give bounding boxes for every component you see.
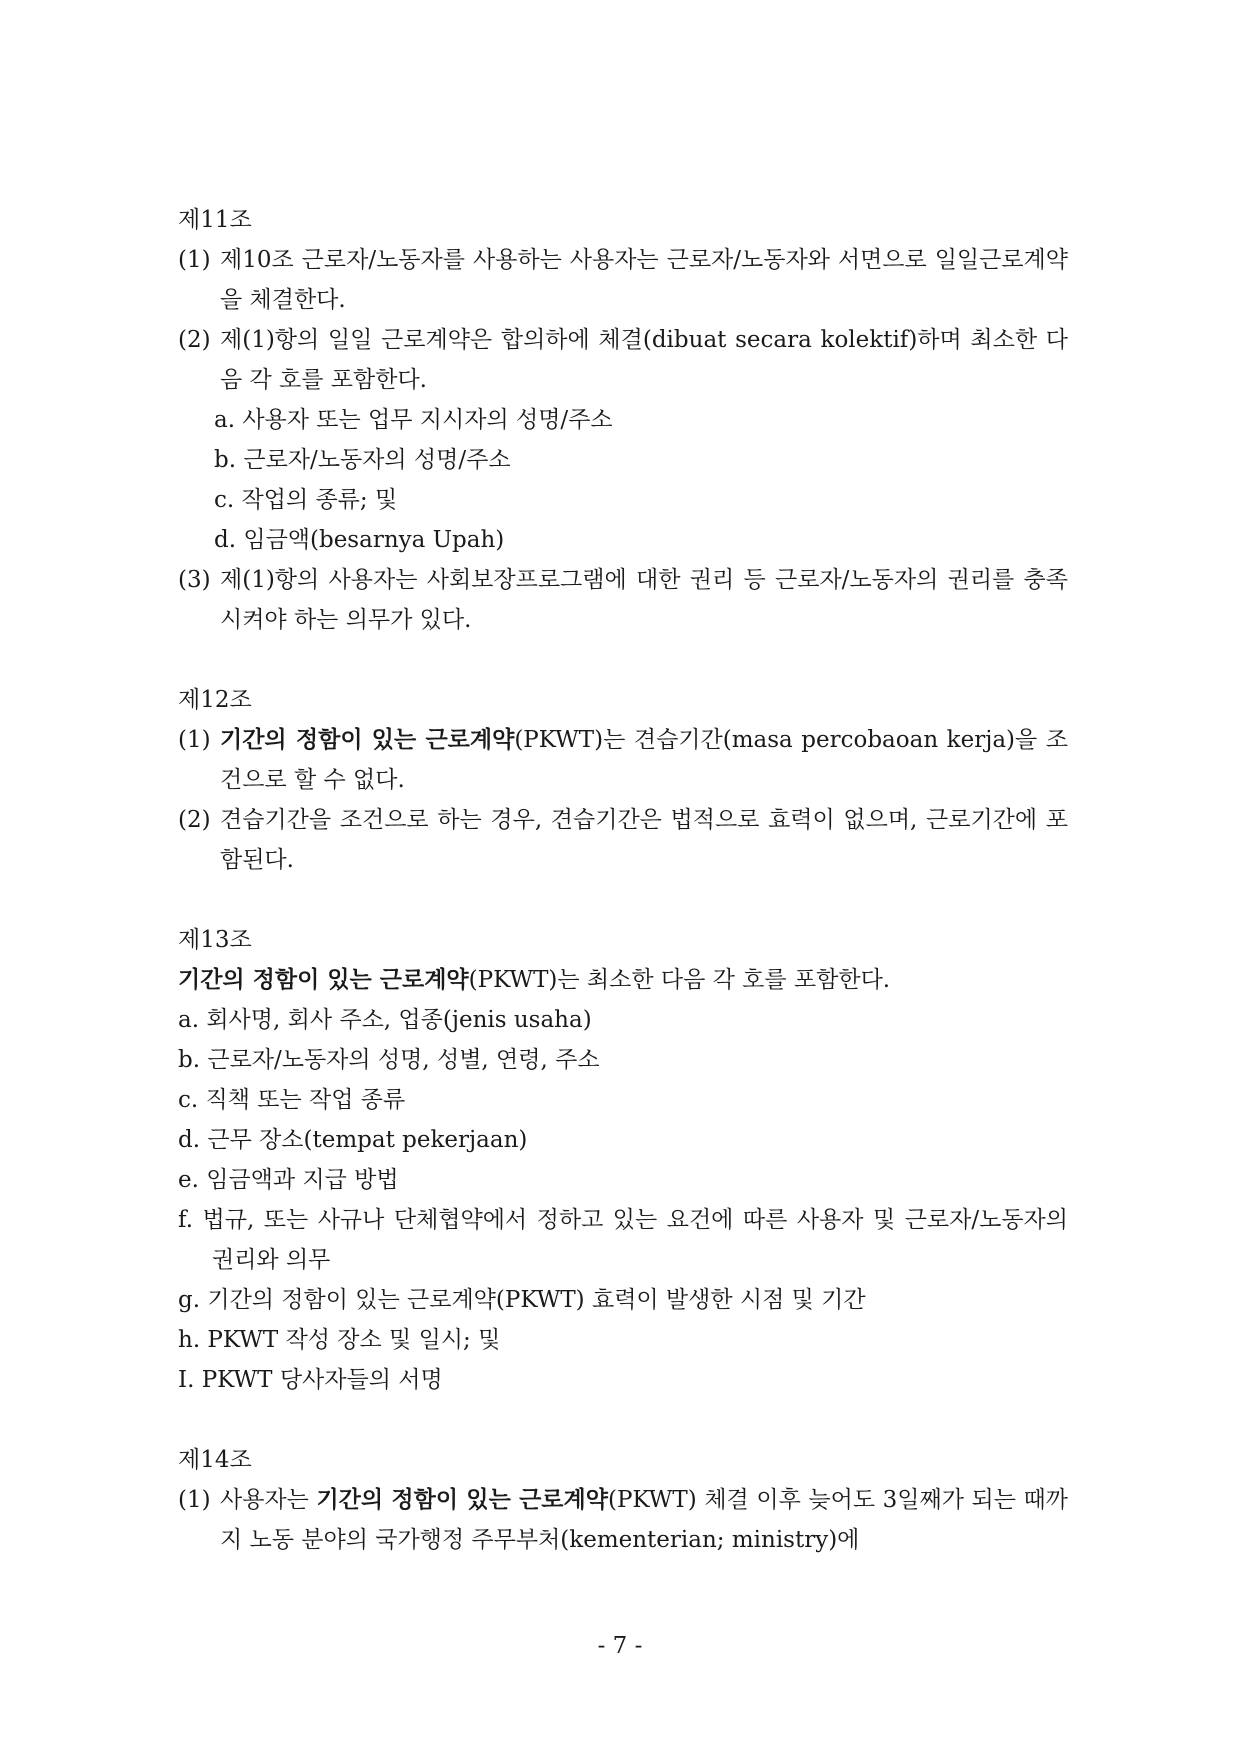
list-item: e. 임금액과 지급 방법 [178,1167,399,1193]
paragraph-number: (1) [178,1487,211,1513]
list-item: h. PKWT 작성 장소 및 일시; 및 [178,1327,501,1353]
paragraph-rest: (PKWT)는 견습기간(masa percobaoan kerja)을 조건으로 할 수 없다. [220,727,1069,793]
paragraph-1 [178,1480,1068,1560]
list-item: g. 기간의 정함이 있는 근로계약(PKWT) 효력이 발생한 시점 및 기간 [178,1287,866,1313]
article-title: 제11조 [178,207,252,233]
list-item: I. PKWT 당사자들의 서명 [178,1367,443,1393]
paragraph-text: 제10조 근로자/노동자를 사용하는 사용자는 근로자/노동자와 서면으로 일일근로계약을 체결한다. [220,247,1068,313]
paragraph-1 [178,240,1068,320]
article-title: 제14조 [178,1447,252,1473]
list-item: b. 근로자/노동자의 성명, 성별, 연령, 주소 [178,1047,600,1073]
article-title: 제12조 [178,687,252,713]
article-12 [178,680,1068,880]
article-title: 제13조 [178,927,252,953]
paragraph-number: (2) [178,807,211,833]
paragraph-number: (3) [178,567,211,593]
paragraph-2 [178,320,1068,400]
article-14 [178,1440,1068,1560]
paragraph-text: 제(1)항의 사용자는 사회보장프로그램에 대한 권리 등 근로자/노동자의 권리를 충족시켜야 하는 의무가 있다. [220,567,1068,633]
page-number: - 7 - [597,1633,643,1659]
list-item: d. 임금액(besarnya Upah) [214,527,505,553]
paragraph-text: 견습기간을 조건으로 하는 경우, 견습기간은 법적으로 효력이 없으며, 근로기간에 포함된다. [220,807,1068,873]
article-13 [178,920,1068,1400]
bold-term: 기간의 정함이 있는 근로계약 [316,1486,608,1513]
list-item: a. 회사명, 회사 주소, 업종(jenis usaha) [178,1007,592,1033]
paragraph-text: 제(1)항의 일일 근로계약은 합의하에 체결(dibuat secara kolektif)하며 최소한 다음 각 호를 포함한다. [220,327,1068,393]
list-item: f. 법규, 또는 사규나 단체협약에서 정하고 있는 요건에 따른 사용자 및 근로자/노동자의 권리와 의무 [178,1207,1068,1273]
intro-rest: (PKWT)는 최소한 다음 각 호를 포함한다. [468,967,891,993]
list-item: b. 근로자/노동자의 성명/주소 [214,447,511,473]
paragraph-text [220,720,1068,800]
paragraph-number: (1) [178,727,211,753]
paragraph-rest: (PKWT) 체결 이후 늦어도 3일째가 되는 때까지 노동 분야의 국가행정 주무부처(kementerian; ministry)에 [220,1487,1068,1553]
paragraph-1 [178,720,1068,800]
list-item: c. 직책 또는 작업 종류 [178,1087,406,1113]
list-item: c. 작업의 종류; 및 [214,487,398,513]
article-intro [178,960,1068,1000]
article-11 [178,200,1068,640]
document-body [178,200,1068,1600]
paragraph-2 [178,800,1068,880]
paragraph-number: (2) [178,327,211,353]
paragraph-3 [178,560,1068,640]
paragraph-pre: 사용자는 [220,1487,317,1513]
bold-term: 기간의 정함이 있는 근로계약 [178,966,469,993]
paragraph-number: (1) [178,247,211,273]
list-item: a. 사용자 또는 업무 지시자의 성명/주소 [214,407,613,433]
paragraph-text [220,1480,1068,1560]
list-item: d. 근무 장소(tempat pekerjaan) [178,1127,528,1153]
bold-term: 기간의 정함이 있는 근로계약 [220,726,515,753]
